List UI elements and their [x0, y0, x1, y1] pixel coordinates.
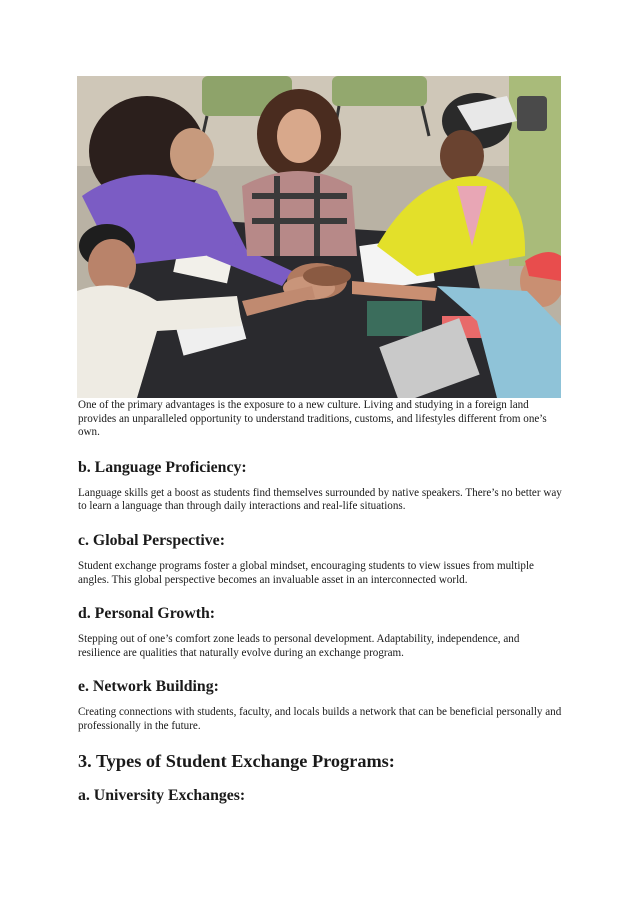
paragraph-language-proficiency: Language skills get a boost as students find themselves surrounded by native speakers. There’s no better way to learn a language than through daily interactions and real-life situations.: [78, 486, 562, 513]
heading-language-proficiency: b. Language Proficiency:: [78, 458, 247, 476]
students-teamwork-photo: [77, 76, 561, 398]
paragraph-personal-growth: Stepping out of one’s comfort zone leads to personal development. Adaptability, independence, and resilience are qualities that naturally evolve during an exchange program.: [78, 633, 520, 659]
heading-types-of-exchange-programs: 3. Types of Student Exchange Programs:: [78, 750, 395, 771]
intro-paragraph: One of the primary advantages is the exposure to a new culture. Living and studying in a foreign land provides an unparalleled opportunity to understand traditions, customs, and lifestyles different from one’s own.: [78, 399, 547, 439]
heading-personal-growth: d. Personal Growth:: [78, 605, 216, 623]
paragraph-network-building: Creating connections with students, faculty, and locals builds a network that can be beneficial personally and professionally in the future.: [78, 706, 562, 732]
paragraph-global-perspective: Student exchange programs foster a global mindset, encouraging students to view issues from multiple angles. This global perspective becomes an invaluable asset in an interconnected world.: [78, 559, 534, 586]
heading-university-exchanges: a. University Exchanges:: [78, 786, 246, 804]
heading-global-perspective: c. Global Perspective:: [78, 531, 225, 549]
document-content: [78, 399, 562, 806]
heading-network-building: e. Network Building:: [78, 678, 219, 696]
